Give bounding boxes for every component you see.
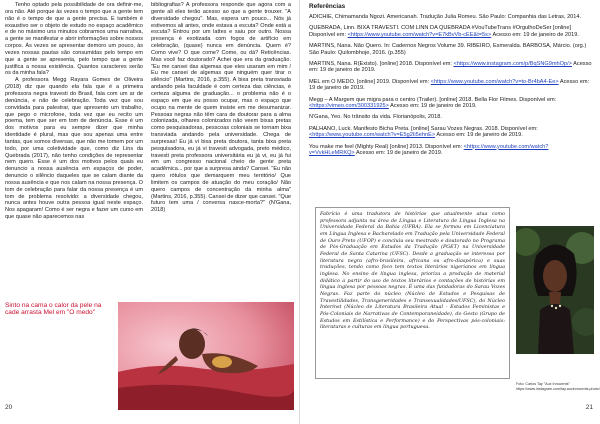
left-column-b xyxy=(151,2,291,214)
reference-link[interactable]: <https://www.youtube.com/watch?v=E5g2Ii5ehnE> xyxy=(309,132,436,139)
author-portrait-photo xyxy=(516,226,594,354)
reference-item: N'Gana, Yeo. No trânsito da vida. Florianópolis, 2018. xyxy=(309,114,442,121)
reference-item: MARTINS, Nana. R(Existo). [online] 2018. Disponível em: <https://www.instagram.com/p/BqSNG9mhOp/> Acesso em: 19 de janeiro de 2019. xyxy=(309,61,592,74)
page-number: 20 xyxy=(5,404,13,411)
left-column-a xyxy=(5,2,143,221)
photo-caption: Foto: Carlos Tay "Aux Innocents" https://www.instagram.com/tay.auxinnocents.photo/ xyxy=(516,382,600,391)
reference-item: ADICHIE, Chimamanda Ngozi. Americanah. Tradução Julia Romeu. São Paulo: Companhia das Letras, 2014. xyxy=(309,14,582,20)
reference-link[interactable]: <https://vimeo.com/300331925> xyxy=(309,102,389,109)
reference-link[interactable]: <https://www.youtube.com/watch?v=E7kBvVb-cEE&t=5s> xyxy=(347,31,492,38)
reference-link[interactable]: <https://www.youtube.com/watch?v=VvkHLeMRKQ> xyxy=(309,143,549,156)
reference-link[interactable]: <https://www.instagram.com/p/BqSNG9mhOp/> xyxy=(453,61,572,68)
references-heading: Referências xyxy=(309,3,346,10)
paragraph: A professora Megg Rayara Gomes de Oliveira (2018) diz que quando ela fala que é a primeira professora negra travesti do Brasil, fala com um ar de denúncia, e não de celebração. Toda vez que sou convidada para palestrar, que apresento um trabalho, que pego o microfone, toda vez que eu recito um poema, tem que ser em tom de denúncia. Esse é um dos motivos para eu sempre dizer que minha identidade é plural, mas que sou apenas uma entre tantas, que somos diversas, que não me tomem por um todo, por uma coletividade que, como diz Lins da Quebrada (2017), não tenho condições de representar nem quero. Esse é um dos motivos pelos quais eu denuncio a nossa ausência em espaços de poder, denuncio o silêncio daqueles que se calam diante da nossa ausência e que nos calam na nossa presença. O tom de celebração para falar da nossa presença é um tom de problema resolvido: a diversidade chegou, nunca antes houve outra pessoa igual neste espaço. Nos apagaram! Como é ser negra e fazer um curso em que quase não aparecemos nas xyxy=(5,77,143,221)
paragraph: Tenho optado pela possibilidade de ora definir-me, ora não. Até porque às vezes o tempo que a gente tem não é o tempo de que a gente precisa. E também é exaustivo ser o objeto de estudo no espaço acadêmico e de no máximo uns minutos cobrarmos uma narrativa, a gente se manifestar e abrir informações sobre nossos corpos. Às vezes se apresentar demoro um pouco, às vezes nossas pautas são consumidas pelo tempo em que a gente se apresenta, pelo tempo que a gente justifica a nossa existência. Quantos caracteres serão os da minha fala? xyxy=(5,2,143,77)
references-section xyxy=(309,3,592,161)
paragraph: bibliografias? A professora responde que agora com a gente ali eles terão acesso ao que a gente trouxer. "A diversidade chegou". Mas, espera um pouco... Nós já estivemos ali antes, onde estava a escuta? Onde está a escuta? Entrou por um lattes e saiu por outro. Nossa presença é exotizada com fogos de artifício em celebração, (quase) nunca em denúncia. Quem é? Como vive? O que come? Come, ou dá? Reticências. Mas você faz doutorado? Achei que era da graduação. "Eu me cansei das algemas que eles usaram em mim / Eu me cansei de algemas que ninguém quer tirar o silêncio" (Martins, 2016, p.355). A bixa preta transviada andando pela faculdade é com certeza das ciências, é certeza alguma de graduação... o problema não é o espaço em que eu posso ocupar, mas o espaço que ocupo na mente de quem insiste em me desumanizar. Pessoas negras não têm cara de doutorar para a alma colonizada, olhares colonizados não veem bixas pretas como pesquisadoras, pesscoas coloniais se tornam bixa transviada andando pela universidade. Chega de surpresas! Eu já vi bixa preta doutora, tanta bixa preta pesquisadora, eu já vi travesti advogada, preto médico, travesti preta professora universitária eu já vi, eu já fui em um congresso nacional cheio de gente preta acadêmica... por que a surpresa ainda? Cansei. "Eu não quero rótulos que demarquem meu território/ Que limitem os campos de atuação do meu coração/ Não quero campos de concentração da minha alma" (Martins, 2016, p.355). Cansei de dizer que cansei. "Que futuro tem uma / conversa nasce-morta?" (N'Gana, 2018) xyxy=(151,2,291,214)
pull-quote: Sinto na cama o calor da pele na cade arrasta Mel em "O medo" xyxy=(5,302,102,317)
reference-item: QUEBRADA, Linn. BIXA TRAVESTI. COM LINN DA QUEBRADA #VouTubeTrans #OrgulhoDeSer [online] Disponível em: <https://www.youtube.com/watch?v=E7kBvVb-cEE&t=5s> Acesso em: 19 de janeiro de 2019. xyxy=(309,25,579,38)
right-page xyxy=(300,0,600,424)
photo-woman-reclining xyxy=(118,302,294,410)
reference-item: PALHANO, Luck. Manifesto Bicha Preta. [online] Sarau Vozes Negras. 2018. Disponível em: <https://www.youtube.com/watch?v=E5g2Ii5ehnE> Acesso em: 19 de janeiro de 2019. xyxy=(309,125,538,139)
reference-item: MARTINS, Nana. Não Quero. In: Cadernos Negros Volume 39. RIBEIRO, Esmeralda. BARBOSA, Márcio. (org.) São Paulo: Quilombhoje, 2016. (p.355) xyxy=(309,43,587,56)
reference-link[interactable]: <https://www.youtube.com/watch?v=to-Br4bA4-Ee> xyxy=(430,78,559,85)
author-bio-box: Fabrício é uma tradutora de histórias que atualmente atua como professora adjunta na área de Língua e Literatura de Língua Inglesa na Universidade Federal da Bahia (UFBA). Ela se formou em Licenciatura em Língua Inglesa e Bacharelado em Tradução pela Universidade Federal de Ouro Preto (UFOP) e concluiu seu mestrado e doutorado no Programa de Pós-Graduação em Estudos da Tradução (PGET) na Universidade Federal de Santa Catarina (UFSC). Desde a graduação se interessa por literatura negra (afro-brasileira, africana ou afro-diaspórica) e suas traduções, tendo como foco tem textos literários nigerianos em língua inglesa. No ensino de língua inglesa, prioriza a produção de material didático a partir do uso de textos literários e contações de histórias em língua inglesa por pessoas negras. É uma das fundadoras do Sarau Vozes Negras. Faz parte do núcleo (Núcleo de Estudos e Pesquisas de Travestilidades, Transgeneridades e Transexualidades/UFSC), do Núcleo Interinst (Núcleo de Literatura Brasileira Atual - Estudos Feministas e Pós-Coloniais de Narrativas de Contemporaneidade), do Gesto (Grupo de Estudos em Estilística e Performance) e do Perspectivas pós-coloniais: literaturas e culturas em língua portuguesa. xyxy=(315,207,510,379)
reference-item: Megg – A Margem que migra para o centro (Trailer). [online] 2018. Bella Flor Filmes. Disponível em: <https://vimeo.com/300331925> Acesso em: 19 de janeiro de 2019. xyxy=(309,96,557,109)
reference-item: You make me feel (Mighty Real) [online] 2013. Disponível em: <https://www.youtube.com/watch?v=VvkHLeMRKQ> Acesso em: 19 de janeiro de 2019. xyxy=(309,143,549,156)
reference-item: MEL em O MEDO. [online] 2019. Disponível em: <https://www.youtube.com/watch?v=to-Br4bA4-Ee> Acesso em: 19 de janeiro de 2019. xyxy=(309,78,590,92)
page-number: 21 xyxy=(585,404,593,411)
